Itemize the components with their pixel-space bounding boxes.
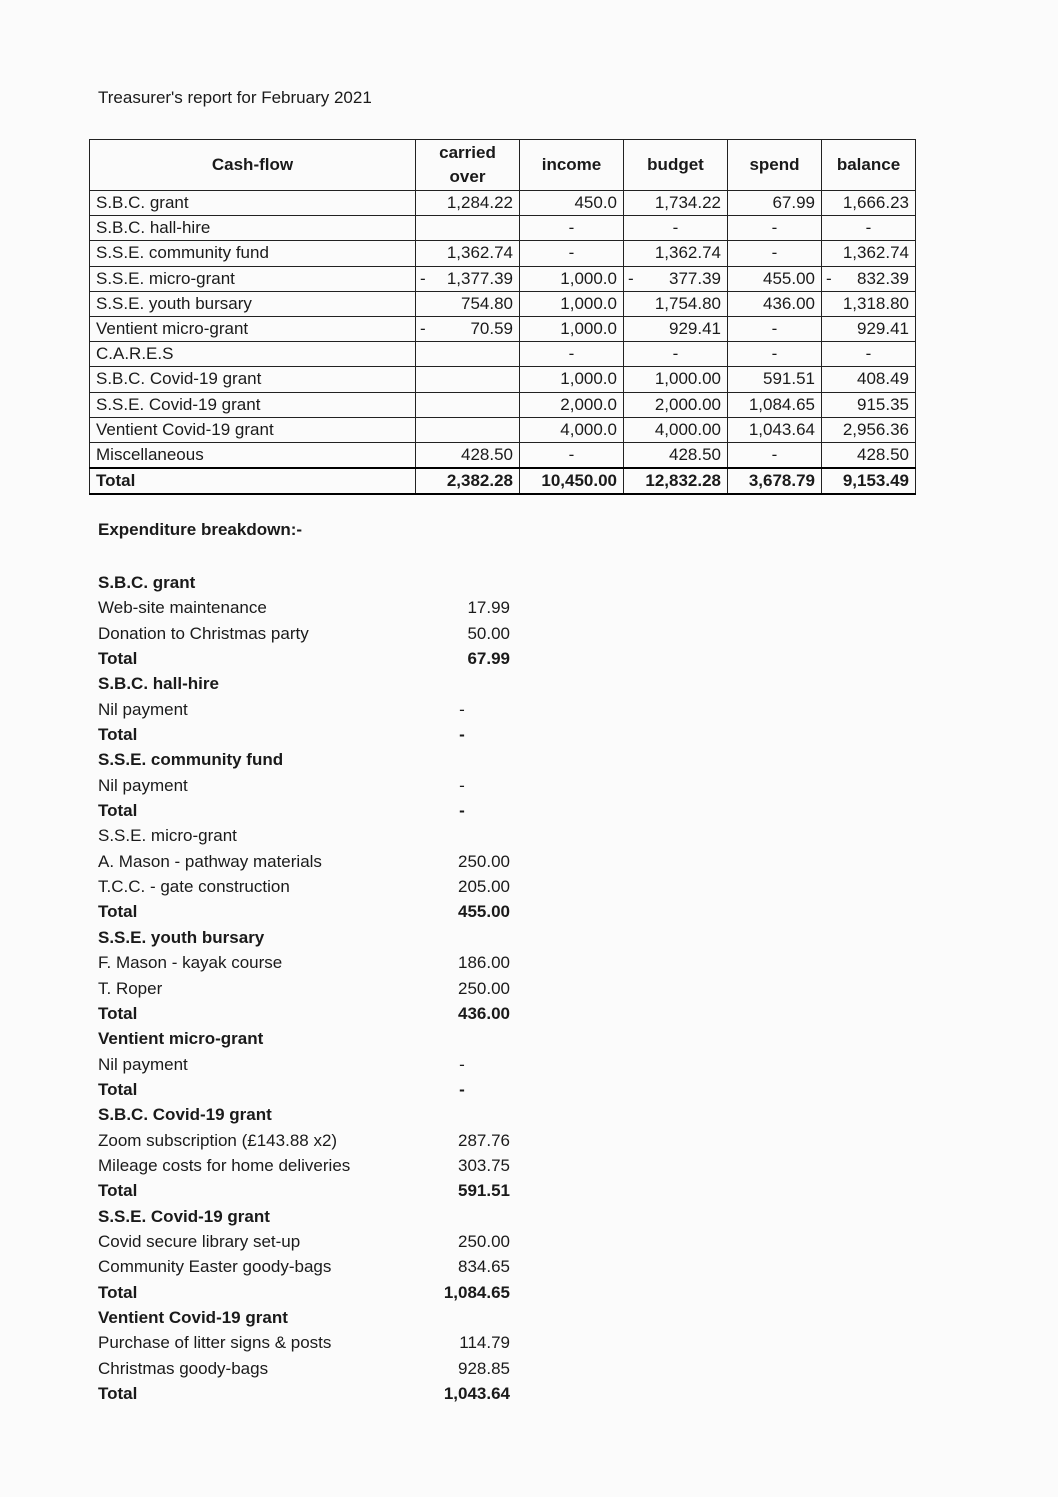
cell-income — [520, 191, 624, 216]
cell-carried-over — [416, 291, 520, 316]
expenditure-label: Total — [98, 1384, 138, 1403]
cell-income — [520, 266, 624, 291]
cell-value: 4,000.00 — [654, 419, 721, 439]
expenditure-label: Total — [98, 1181, 138, 1201]
cell-value: 591.51 — [763, 369, 815, 389]
table-row — [90, 417, 916, 442]
negative-sign: - — [420, 268, 426, 288]
cell-income — [520, 342, 624, 367]
expenditure-list — [98, 570, 518, 1406]
cell-spend — [728, 392, 822, 417]
cell-budget — [624, 266, 728, 291]
cell-income — [520, 392, 624, 417]
expenditure-label: T.C.C. - gate construction — [98, 877, 290, 897]
expenditure-amount — [400, 570, 518, 595]
table-row — [90, 392, 916, 417]
table-row — [90, 342, 916, 367]
expenditure-amount: - — [459, 1079, 465, 1099]
cell-value: 408.49 — [857, 369, 909, 389]
cell-value: 1,000.0 — [560, 268, 617, 288]
expenditure-item-row — [98, 1356, 518, 1381]
expenditure-label: Total — [98, 1003, 138, 1023]
expenditure-amount — [400, 1305, 518, 1330]
cell-carried-over — [416, 392, 520, 417]
cell-value: - — [771, 344, 778, 364]
expenditure-item-row — [98, 773, 518, 798]
expenditure-total-row — [98, 1077, 518, 1102]
cell-value: 832.39 — [857, 268, 909, 288]
expenditure-label: Total — [98, 1282, 138, 1302]
expenditure-amount: 436.00 — [458, 1003, 510, 1023]
cell-budget — [624, 241, 728, 266]
header-spend: spend — [728, 140, 822, 191]
table-row — [90, 291, 916, 316]
expenditure-section-row — [98, 570, 518, 595]
total-row — [90, 468, 916, 494]
cell-value: - — [672, 344, 679, 364]
cell-budget — [624, 342, 728, 367]
expenditure-item-row — [98, 595, 518, 620]
expenditure-section-row — [98, 1204, 518, 1229]
expenditure-label: Mileage costs for home deliveries — [98, 1155, 351, 1175]
cell-spend — [728, 216, 822, 241]
expenditure-amount: 834.65 — [458, 1257, 510, 1277]
row-label: Ventient micro-grant — [90, 316, 416, 341]
expenditure-amount: - — [459, 725, 465, 745]
expenditure-amount: 186.00 — [458, 953, 510, 973]
row-label: S.B.C. hall-hire — [90, 216, 416, 241]
cell-balance — [822, 266, 916, 291]
cell-value: 1,318.80 — [842, 293, 909, 313]
cell-spend — [728, 291, 822, 316]
expenditure-label: Ventient Covid-19 grant — [98, 1307, 288, 1327]
expenditure-amount: 67.99 — [467, 649, 510, 669]
cell-income — [520, 417, 624, 442]
cell-value: - — [568, 444, 575, 464]
cell-value: 436.00 — [763, 293, 815, 313]
cell-value: - — [771, 243, 778, 263]
cell-value: - — [568, 243, 575, 263]
cell-value: - — [568, 218, 575, 238]
expenditure-label: F. Mason - kayak course — [98, 953, 283, 973]
row-label: S.S.E. Covid-19 grant — [90, 392, 416, 417]
cell-spend — [728, 266, 822, 291]
total-income: 10,450.00 — [520, 468, 624, 494]
cell-value: 1,043.64 — [748, 419, 815, 439]
expenditure-amount — [400, 925, 518, 950]
cashflow-table — [89, 139, 916, 495]
expenditure-item-row — [98, 874, 518, 899]
cell-income — [520, 241, 624, 266]
cell-value: 929.41 — [669, 319, 721, 339]
total-balance: 9,153.49 — [822, 468, 916, 494]
total-carried-over: 2,382.28 — [416, 468, 520, 494]
cell-value: 428.50 — [857, 444, 909, 464]
expenditure-label: Total — [98, 902, 138, 922]
expenditure-amount: - — [459, 775, 465, 795]
negative-sign: - — [628, 268, 634, 288]
table-row — [90, 442, 916, 468]
cell-value: 929.41 — [857, 319, 909, 339]
cell-carried-over — [416, 342, 520, 367]
expenditure-total-row — [98, 798, 518, 823]
expenditure-label: Community Easter goody-bags — [98, 1257, 332, 1277]
cell-value: 428.50 — [461, 444, 513, 464]
cell-balance — [822, 241, 916, 266]
cell-carried-over — [416, 266, 520, 291]
cell-spend — [728, 316, 822, 341]
cell-value: 1,666.23 — [842, 193, 909, 213]
header-cash-flow: Cash-flow — [90, 140, 416, 191]
cell-balance — [822, 417, 916, 442]
cell-spend — [728, 367, 822, 392]
cell-budget — [624, 216, 728, 241]
total-spend: 3,678.79 — [728, 468, 822, 494]
cell-budget — [624, 291, 728, 316]
cell-balance — [822, 316, 916, 341]
cell-value: - — [865, 218, 872, 238]
expenditure-amount — [400, 671, 518, 696]
header-budget: budget — [624, 140, 728, 191]
cell-value: 4,000.0 — [560, 419, 617, 439]
expenditure-label: Web-site maintenance — [98, 598, 267, 618]
negative-sign: - — [826, 268, 832, 288]
cell-spend — [728, 417, 822, 442]
expenditure-amount: 1,043.64 — [443, 1384, 510, 1403]
expenditure-item-row — [98, 1229, 518, 1254]
cell-value: 1,362.74 — [654, 243, 721, 263]
expenditure-amount: 250.00 — [458, 1231, 510, 1251]
cell-value: 1,734.22 — [654, 193, 721, 213]
header-balance: balance — [822, 140, 916, 191]
row-label: S.B.C. Covid-19 grant — [90, 367, 416, 392]
table-row — [90, 316, 916, 341]
report-title: Treasurer's report for February 2021 — [98, 88, 372, 107]
cell-carried-over — [416, 241, 520, 266]
row-label: C.A.R.E.S — [90, 342, 416, 367]
cell-carried-over — [416, 417, 520, 442]
cell-value: 1,284.22 — [446, 193, 513, 213]
cell-value: 915.35 — [857, 394, 909, 414]
cell-income — [520, 291, 624, 316]
cell-value: 450.0 — [574, 193, 617, 213]
cashflow-header-row — [90, 140, 916, 191]
cell-value: 1,000.0 — [560, 319, 617, 339]
expenditure-label: T. Roper — [98, 978, 163, 998]
expenditure-amount — [400, 1026, 518, 1051]
cell-budget — [624, 442, 728, 468]
expenditure-total-row — [98, 899, 518, 924]
cell-value: 2,956.36 — [842, 419, 909, 439]
expenditure-amount — [400, 823, 518, 848]
cell-balance — [822, 442, 916, 468]
expenditure-total-row — [98, 1001, 518, 1026]
cell-value: 1,084.65 — [748, 394, 815, 414]
cell-value: 1,000.0 — [560, 293, 617, 313]
expenditure-label: S.B.C. Covid-19 grant — [98, 1105, 272, 1125]
expenditure-amount: - — [459, 1054, 465, 1074]
cell-value: 455.00 — [763, 268, 815, 288]
expenditure-section-row — [98, 1026, 518, 1051]
expenditure-label: A. Mason - pathway materials — [98, 851, 322, 871]
expenditure-section-row — [98, 747, 518, 772]
cell-budget — [624, 367, 728, 392]
expenditure-label: S.S.E. Covid-19 grant — [98, 1206, 270, 1226]
expenditure-label: Nil payment — [98, 699, 188, 719]
expenditure-amount: 591.51 — [458, 1181, 510, 1201]
expenditure-label: Zoom subscription (£143.88 x2) — [98, 1130, 338, 1150]
expenditure-label: S.S.E. micro-grant — [98, 826, 237, 846]
cell-spend — [728, 191, 822, 216]
cell-carried-over — [416, 442, 520, 468]
row-label: S.S.E. micro-grant — [90, 266, 416, 291]
cell-value: - — [771, 218, 778, 238]
expenditure-item-row — [98, 849, 518, 874]
expenditure-section-row — [98, 671, 518, 696]
cell-income — [520, 316, 624, 341]
expenditure-item-row — [98, 823, 518, 848]
expenditure-item-row — [98, 950, 518, 975]
table-row — [90, 266, 916, 291]
cell-balance — [822, 367, 916, 392]
expenditure-item-row — [98, 1254, 518, 1279]
cell-value: 1,377.39 — [446, 268, 513, 288]
expenditure-section-row — [98, 1102, 518, 1127]
expenditure-item-row — [98, 1330, 518, 1355]
cell-balance — [822, 392, 916, 417]
cell-value: - — [568, 344, 575, 364]
cell-spend — [728, 241, 822, 266]
cell-value: - — [771, 444, 778, 464]
cell-value: 377.39 — [669, 268, 721, 288]
expenditure-label: S.B.C. grant — [98, 573, 196, 592]
expenditure-amount: 455.00 — [458, 902, 510, 922]
expenditure-amount: 205.00 — [458, 877, 510, 897]
header-income: income — [520, 140, 624, 191]
expenditure-amount — [400, 1204, 518, 1229]
cell-value: 1,000.0 — [560, 369, 617, 389]
cell-carried-over — [416, 216, 520, 241]
table-row — [90, 241, 916, 266]
expenditure-label: S.S.E. community fund — [98, 750, 284, 770]
expenditure-total-row — [98, 1381, 518, 1406]
expenditure-amount: 114.79 — [459, 1333, 510, 1353]
cell-value: 70.59 — [470, 319, 513, 339]
expenditure-label: S.B.C. hall-hire — [98, 674, 219, 694]
total-budget: 12,832.28 — [624, 468, 728, 494]
cell-carried-over — [416, 367, 520, 392]
expenditure-amount — [400, 747, 518, 772]
expenditure-item-row — [98, 1153, 518, 1178]
row-label: Miscellaneous — [90, 442, 416, 468]
expenditure-amount — [400, 1102, 518, 1127]
cell-income — [520, 367, 624, 392]
expenditure-label: Donation to Christmas party — [98, 623, 309, 643]
expenditure-item-row — [98, 1052, 518, 1077]
expenditure-amount: 287.76 — [458, 1130, 510, 1150]
cell-carried-over — [416, 191, 520, 216]
expenditure-amount: 17.99 — [467, 598, 510, 618]
expenditure-label: Total — [98, 801, 138, 821]
cell-value: 1,362.74 — [842, 243, 909, 263]
cell-balance — [822, 216, 916, 241]
expenditure-item-row — [98, 697, 518, 722]
cell-balance — [822, 342, 916, 367]
cell-value: 1,362.74 — [446, 243, 513, 263]
expenditure-item-row — [98, 1128, 518, 1153]
expenditure-label: Nil payment — [98, 1054, 188, 1074]
cell-spend — [728, 442, 822, 468]
table-row — [90, 367, 916, 392]
expenditure-label: Nil payment — [98, 775, 188, 795]
expenditure-heading: Expenditure breakdown:- — [98, 520, 303, 539]
expenditure-label: Christmas goody-bags — [98, 1358, 269, 1378]
expenditure-label: Covid secure library set-up — [98, 1231, 301, 1251]
row-label: Ventient Covid-19 grant — [90, 417, 416, 442]
cell-value: 1,754.80 — [654, 293, 721, 313]
expenditure-label: Ventient micro-grant — [98, 1029, 264, 1049]
expenditure-amount: 1,084.65 — [443, 1282, 510, 1302]
expenditure-total-row — [98, 1280, 518, 1305]
cell-budget — [624, 417, 728, 442]
expenditure-item-row — [98, 621, 518, 646]
cell-value: - — [672, 218, 679, 238]
cell-balance — [822, 191, 916, 216]
expenditure-label: Total — [98, 725, 138, 745]
total-label: Total — [90, 468, 416, 494]
expenditure-amount: 50.00 — [467, 623, 510, 643]
expenditure-label: S.S.E. youth bursary — [98, 927, 265, 947]
cell-budget — [624, 392, 728, 417]
table-row — [90, 216, 916, 241]
row-label: S.B.C. grant — [90, 191, 416, 216]
cell-balance — [822, 291, 916, 316]
expenditure-amount: 928.85 — [458, 1358, 510, 1378]
expenditure-label: Total — [98, 649, 138, 669]
cell-carried-over — [416, 316, 520, 341]
expenditure-section-row — [98, 925, 518, 950]
expenditure-label: Total — [98, 1079, 138, 1099]
negative-sign: - — [420, 318, 426, 338]
cell-value: 2,000.0 — [560, 394, 617, 414]
expenditure-amount: 250.00 — [458, 978, 510, 998]
expenditure-total-row — [98, 1178, 518, 1203]
row-label: S.S.E. community fund — [90, 241, 416, 266]
cell-budget — [624, 316, 728, 341]
cell-value: 1,000.00 — [654, 369, 721, 389]
header-carried-over: carried over — [416, 140, 520, 191]
row-label: S.S.E. youth bursary — [90, 291, 416, 316]
expenditure-amount: - — [459, 801, 465, 821]
cell-value: 2,000.00 — [654, 394, 721, 414]
expenditure-amount: - — [459, 699, 465, 719]
cell-value: 428.50 — [669, 444, 721, 464]
cell-value: 67.99 — [772, 193, 815, 213]
table-row — [90, 191, 916, 216]
cell-income — [520, 216, 624, 241]
expenditure-total-row — [98, 646, 518, 671]
cell-income — [520, 442, 624, 468]
expenditure-amount: 250.00 — [458, 851, 510, 871]
expenditure-amount: 303.75 — [458, 1155, 510, 1175]
expenditure-section-row — [98, 1305, 518, 1330]
cell-value: 754.80 — [461, 293, 513, 313]
expenditure-total-row — [98, 722, 518, 747]
cell-budget — [624, 191, 728, 216]
cell-spend — [728, 342, 822, 367]
cell-value: - — [771, 319, 778, 339]
expenditure-label: Purchase of litter signs & posts — [98, 1333, 332, 1353]
cell-value: - — [865, 344, 872, 364]
expenditure-item-row — [98, 976, 518, 1001]
